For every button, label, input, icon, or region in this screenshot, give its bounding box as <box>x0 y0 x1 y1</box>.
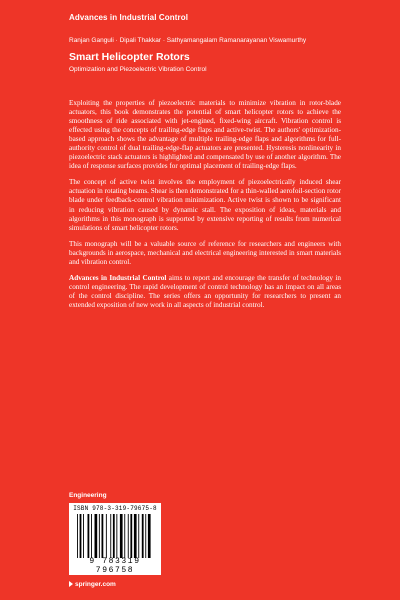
barcode-bar <box>80 514 82 558</box>
barcode-bar <box>148 514 151 558</box>
series-name-inline: Advances in Industrial Control <box>69 273 167 282</box>
barcode-bar <box>128 514 129 558</box>
blurb-paragraph-2: The concept of active twist involves the employment of piezoelectrically induced shear actuation in rotating beams. Shear is then demonstrated for a thin-walled aerofoil-section rotor blade under feedback-control vibration minimization. Active twist is shown to be significant in reducing vibration caused by dynamic stall. The exposition of ideas, materials and algorithms in this monograph is supported by extensive reporting of results from numerical simulations of smart helicopter rotors. <box>69 178 341 232</box>
barcode-bar <box>120 514 123 558</box>
book-title: Smart Helicopter Rotors <box>69 51 190 63</box>
authors: Ranjan Ganguli · Dipali Thakkar · Sathyamangalam Ramanarayanan Viswamurthy <box>69 37 307 44</box>
book-subtitle: Optimization and Piezoelectric Vibration Control <box>69 66 207 73</box>
blurb <box>69 99 341 317</box>
arrow-icon <box>69 581 73 587</box>
blurb-paragraph-4 <box>69 274 341 310</box>
barcode-bar <box>99 514 100 558</box>
barcode-bar <box>83 514 84 558</box>
barcode-bar <box>95 514 98 558</box>
barcode-bar <box>113 514 115 558</box>
subject-label: Engineering <box>69 492 107 499</box>
barcode-bar <box>145 514 146 558</box>
barcode <box>69 503 161 575</box>
barcode-bar <box>116 514 117 558</box>
series-name: Advances in Industrial Control <box>69 13 189 22</box>
blurb-paragraph-1: Exploiting the properties of piezoelectric materials to minimize vibration in rotor-blade actuators, this book demonstrates the potential of smart helicopter rotors to achieve the smoothness of ride associated with jet-engined, fixed-wing aircraft. Vibration control is effected using the concepts of trailing-edge flaps and active-twist. The authors' optimization-based approach shows the advantage of multiple trailing-edge flaps and algorithms for full-authority control of dual trailing-edge-flap actuators are presented. Hysteresis nonlinearity in piezoelectric stack actuators is highlighted and compensated by use of another algorithm. The idea of response surfaces provides for optimal placement of trailing-edge flaps. <box>69 99 341 171</box>
series-description: aims to report and encourage the transfer of technology in control engineering. The rapid development of control technology has an impact on all areas of the control discipline. The series offers an opportunity for researchers to present an extended exposition of new work in all aspects of industrial control. <box>69 273 341 309</box>
barcode-bar <box>134 514 137 558</box>
publisher-url-text: springer.com <box>75 581 116 588</box>
barcode-bar <box>88 514 90 558</box>
barcode-bar <box>102 514 104 558</box>
barcode-bar <box>124 514 125 558</box>
barcode-bar <box>130 514 132 558</box>
ean-digits: 9 783319 796758 <box>89 557 141 575</box>
barcode-bar <box>91 514 92 558</box>
barcode-bar <box>77 514 78 558</box>
isbn-text: ISBN 978-3-319-79675-8 <box>73 505 157 512</box>
barcode-bar <box>142 514 144 558</box>
barcode-bar <box>106 514 107 558</box>
blurb-paragraph-3: This monograph will be a valuable source of reference for researchers and engineers with backgrounds in aerospace, mechanical and electrical engineering interested in smart materials and vibration control. <box>69 239 341 266</box>
barcode-bar <box>138 514 139 558</box>
publisher-url[interactable] <box>69 581 116 588</box>
barcode-bars <box>75 514 155 558</box>
barcode-bar <box>110 514 111 558</box>
